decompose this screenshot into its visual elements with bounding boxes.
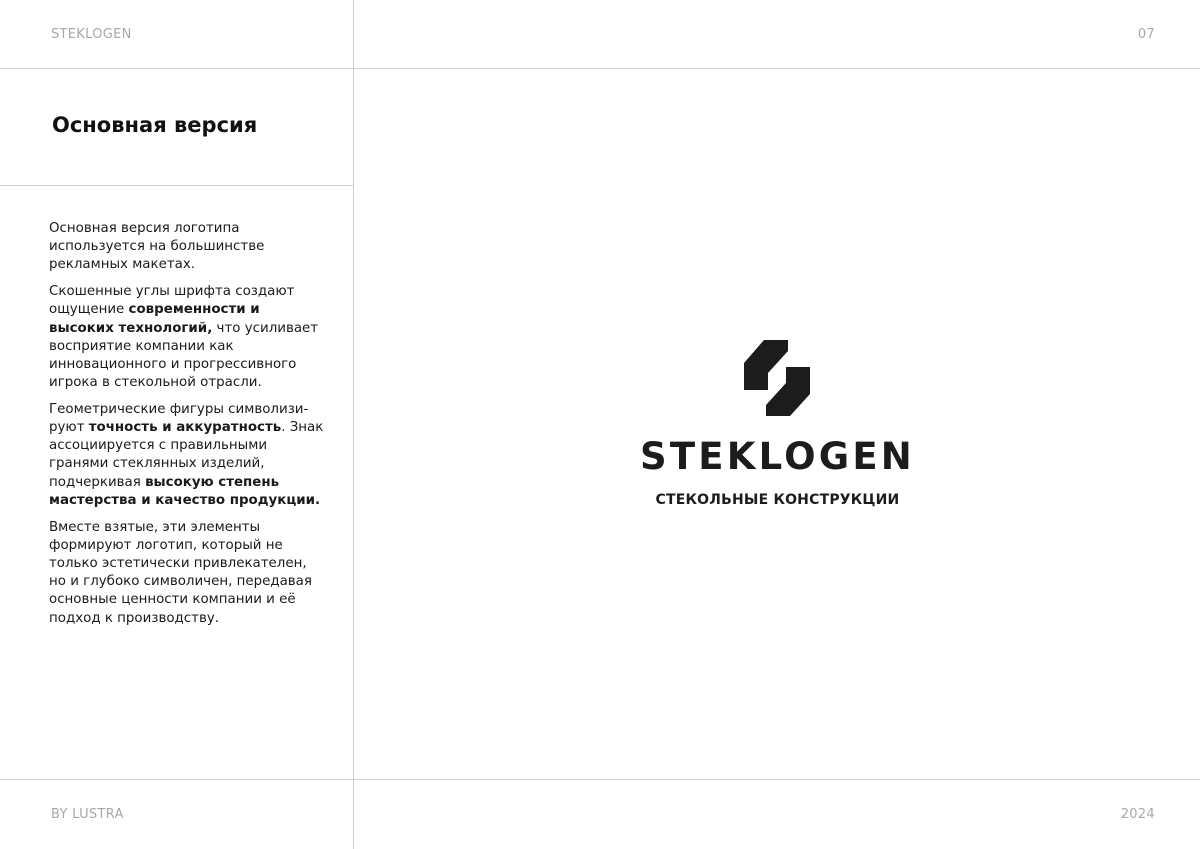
- paragraph-3-emphasis-2: высокую степень мастерства и качество продукции.: [49, 474, 321, 508]
- logo-mark-upper-shape: [744, 340, 788, 390]
- column-divider: [353, 0, 354, 849]
- footer-year: 2024: [1120, 807, 1155, 822]
- paragraph-1: Основная версия логотипа используется на большинстве рекламных макетах.: [49, 221, 265, 273]
- paragraph-2-part-a: Скошенные углы шрифта создают ощущение: [49, 284, 295, 318]
- title-divider: [0, 185, 353, 186]
- logo-wordmark: STEKLOGEN: [640, 435, 915, 478]
- paragraph-2-part-c: что усиливает восприятие компании как инновационного и прогрессивного игрока в стекольной отрасли.: [49, 320, 319, 391]
- paragraph-2: [49, 283, 324, 392]
- footer-author: BY LUSTRA: [51, 807, 124, 822]
- paragraph-3-emphasis-1: точность и аккуратность: [88, 420, 282, 436]
- paragraph-4: Вместе взятые, эти элементы формируют логотип, который не только эстетически привлекателен, но и глубоко символичен, передавая основные ценности компании и её подход к производству.: [49, 519, 312, 626]
- body-text: [49, 220, 324, 636]
- paragraph-2-emphasis: современности и высоких технологий,: [49, 302, 260, 336]
- paragraph-3-part-c: . Знак ассоциируется с правильными гранями стеклянных изделий, подчеркивая: [49, 420, 324, 490]
- header-divider: [0, 68, 1200, 69]
- steklogen-mark-icon: [742, 340, 812, 417]
- paragraph-3-part-a: Геометрические фигуры символизируют: [49, 401, 309, 436]
- section-title: Основная версия: [52, 113, 258, 137]
- logo-mark-lower-shape: [766, 367, 810, 416]
- page-number: 07: [1137, 27, 1155, 42]
- logo-tagline: СТЕКОЛЬНЫЕ КОНСТРУКЦИИ: [655, 492, 900, 508]
- header-brand: STEKLOGEN: [51, 27, 132, 42]
- footer-divider: [0, 779, 1200, 780]
- paragraph-3: [49, 401, 324, 510]
